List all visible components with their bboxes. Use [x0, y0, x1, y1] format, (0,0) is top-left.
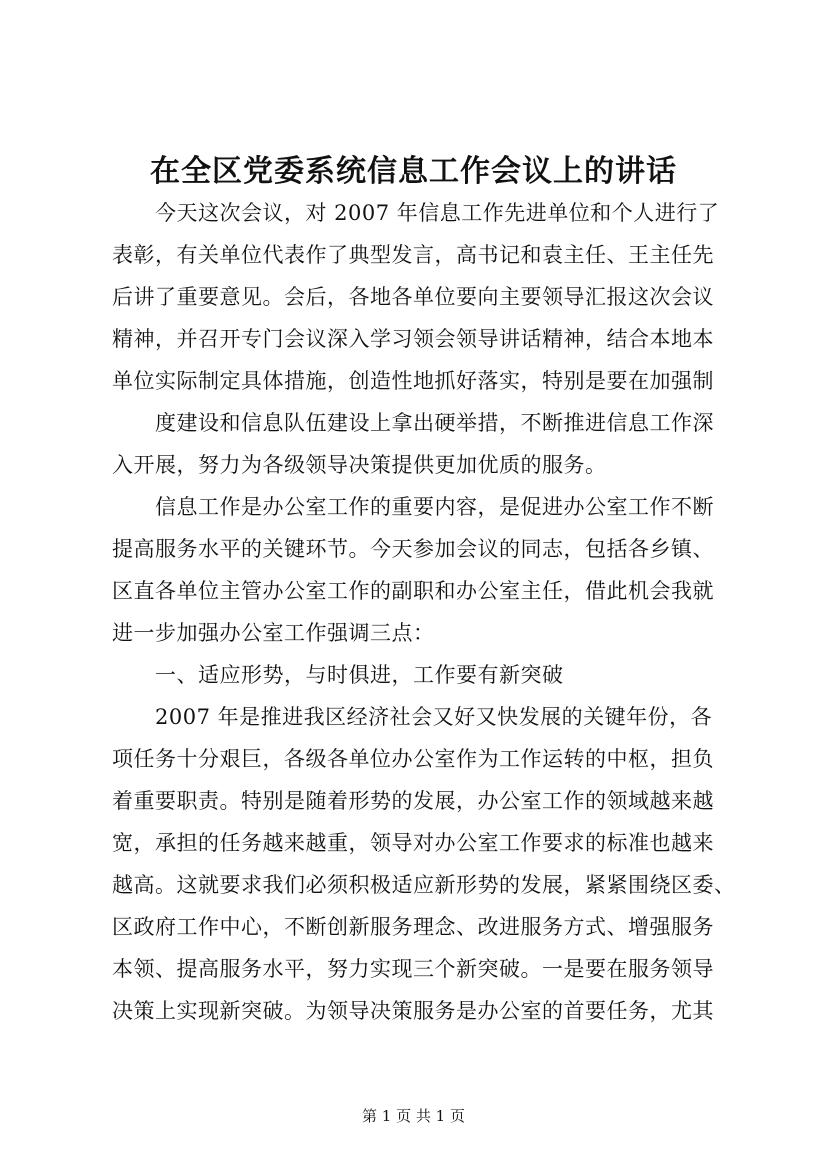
paragraph-line: 着重要职责。特别是随着形势的发展，办公室工作的领域越来越: [112, 789, 714, 813]
paragraph-line: 入开展，努力为各级领导决策提供更加优质的服务。: [112, 453, 607, 477]
paragraph-line: 单位实际制定具体措施，创造性地抓好落实，特别是要在加强制: [112, 369, 714, 393]
paragraph-line: 2007 年是推进我区经济社会又好又快发展的关键年份，各: [155, 705, 713, 729]
paragraph-line: 进一步加强办公室工作强调三点：: [112, 621, 435, 645]
paragraph-line: 精神，并召开专门会议深入学习领会领导讲话精神，结合本地本: [112, 327, 714, 351]
paragraph-line: 区政府工作中心，不断创新服务理念、改进服务方式、增强服务: [112, 915, 714, 939]
page-footer: 第 1 页 共 1 页: [362, 1107, 465, 1125]
paragraph-line: 信息工作是办公室工作的重要内容，是促进办公室工作不断: [155, 495, 714, 519]
paragraph-line: 项任务十分艰巨，各级各单位办公室作为工作运转的中枢，担负: [112, 747, 714, 771]
paragraph-line: 提高服务水平的关键环节。今天参加会议的同志，包括各乡镇、: [112, 537, 714, 561]
paragraph-line: 表彰，有关单位代表作了典型发言，高书记和袁主任、王主任先: [112, 243, 714, 267]
paragraph-line: 度建设和信息队伍建设上拿出硬举措，不断推进信息工作深: [155, 411, 714, 435]
section-heading: 一、适应形势，与时俱进，工作要有新突破: [155, 663, 564, 687]
paragraph-line: 越高。这就要求我们必须积极适应新形势的发展，紧紧围绕区委、: [112, 873, 736, 897]
paragraph-line: 本领、提高服务水平，努力实现三个新突破。一是要在服务领导: [112, 957, 714, 981]
paragraph-line: 区直各单位主管办公室工作的副职和办公室主任，借此机会我就: [112, 579, 714, 603]
paragraph-line: 今天这次会议，对 2007 年信息工作先进单位和个人进行了: [155, 201, 720, 225]
paragraph-line: 决策上实现新突破。为领导决策服务是办公室的首要任务，尤其: [112, 999, 714, 1023]
document-title: 在全区党委系统信息工作会议上的讲话: [150, 154, 677, 189]
paragraph-line: 后讲了重要意见。会后，各地各单位要向主要领导汇报这次会议: [112, 285, 714, 309]
paragraph-line: 宽，承担的任务越来越重，领导对办公室工作要求的标准也越来: [112, 831, 714, 855]
